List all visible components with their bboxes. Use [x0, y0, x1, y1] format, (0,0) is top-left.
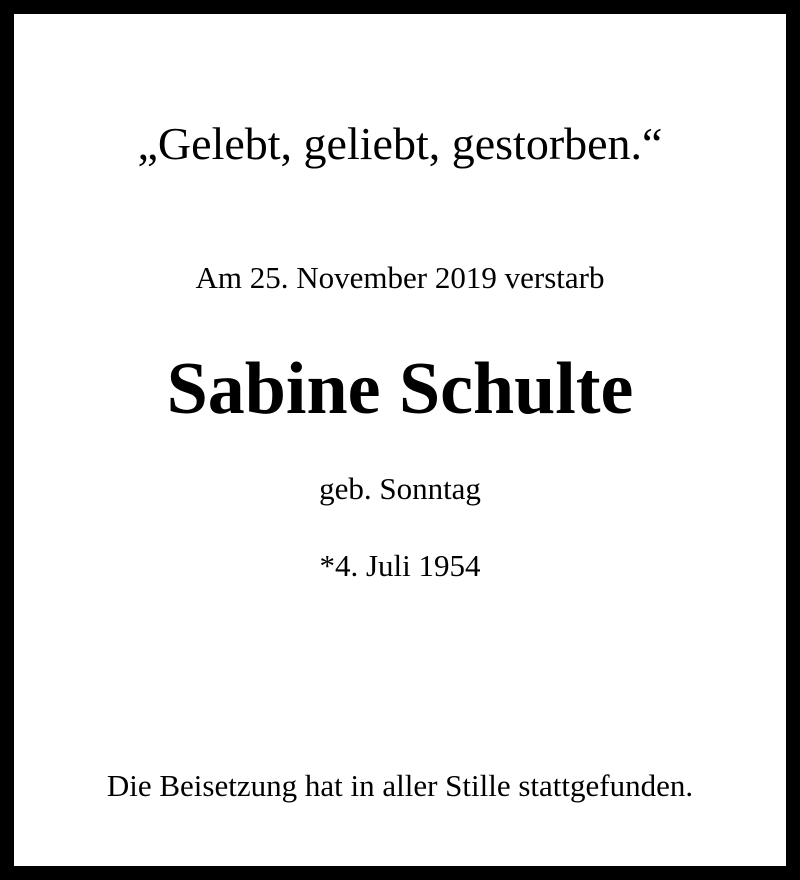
birth-date: *4. Juli 1954	[319, 548, 481, 583]
deceased-name: Sabine Schulte	[166, 348, 634, 430]
motto-quote: „Gelebt, geliebt, gestorben.“	[137, 118, 663, 169]
death-announcement: Am 25. November 2019 verstarb	[195, 260, 605, 295]
maiden-name: geb. Sonntag	[319, 471, 481, 506]
burial-note: Die Beisetzung hat in aller Stille stattgefunden.	[106, 768, 694, 803]
